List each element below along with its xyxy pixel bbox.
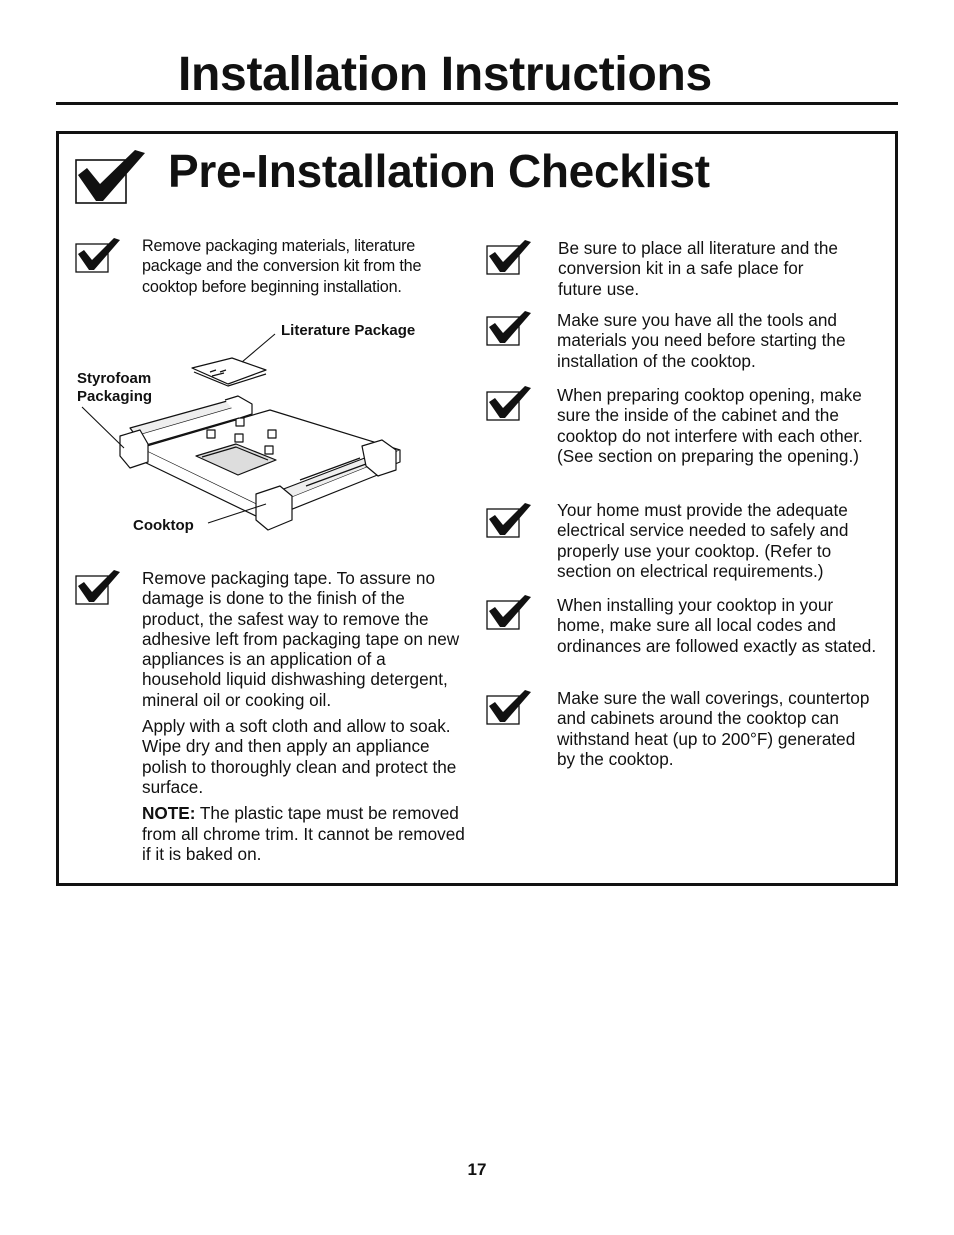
literature-package-label: Literature Package [281,322,416,339]
cooktop-label: Cooktop [133,517,194,534]
right-item-1-text: Be sure to place all literature and the conversion kit in a safe place for future use. [558,238,838,299]
styrofoam-label-line-1: Styrofoam [77,370,152,387]
checklist-title: Pre-Installation Checklist [168,145,710,197]
right-item-2-text: Make sure you have all the tools and materials you need before starting the installation of the cooktop. [557,310,846,371]
left-item-2-note [142,803,467,864]
right-item-6-text: Make sure the wall coverings, countertop and cabinets around the cooktop can withstand heat (up to 200°F) generated by the cooktop. [557,688,870,769]
checkbox-checkmark-icon [485,688,537,726]
checkbox-checkmark-icon [74,568,126,606]
checkbox-checkmark-icon [485,384,537,422]
left-item-1-text: Remove packaging materials, literature package and the conversion kit from the cooktop before beginning installation. [142,237,422,296]
left-item-2-text [142,568,467,864]
large-checkmark-icon [73,147,149,205]
styrofoam-label-line-2: Packaging [77,388,153,405]
right-item-5-text: When installing your cooktop in your home, make sure all local codes and ordinances are followed exactly as stated. [557,595,877,656]
left-item-2-paragraph-2: Apply with a soft cloth and allow to soak. Wipe dry and then apply an appliance polish to thoroughly clean and protect the surface. [142,716,457,797]
title-rule [56,102,898,105]
note-label: NOTE: [142,803,196,824]
page-title: Installation Instructions [178,48,712,101]
checkbox-checkmark-icon [485,501,537,539]
checkbox-checkmark-icon [485,309,537,347]
checkbox-checkmark-icon [485,238,537,276]
checkbox-checkmark-icon [74,236,126,274]
page-number: 17 [467,1160,487,1179]
right-item-3-text: When preparing cooktop opening, make sure the inside of the cabinet and the cooktop do not interfere with each other. (See section on preparing the opening.) [557,385,863,466]
note-text: The plastic tape must be removed from all chrome trim. It cannot be removed if it is baked on. [142,803,465,864]
checkbox-checkmark-icon [485,593,537,631]
right-item-4-text: Your home must provide the adequate electrical service needed to safely and properly use your cooktop. (Refer to section on electrical requirements.) [557,500,849,581]
left-item-2-paragraph-1: Remove packaging tape. To assure no damage is done to the finish of the product, the safest way to remove the adhesive left from packaging tape on new appliances is an application of a household liquid dishwashing detergent, mineral oil or cooking oil. [142,568,460,710]
